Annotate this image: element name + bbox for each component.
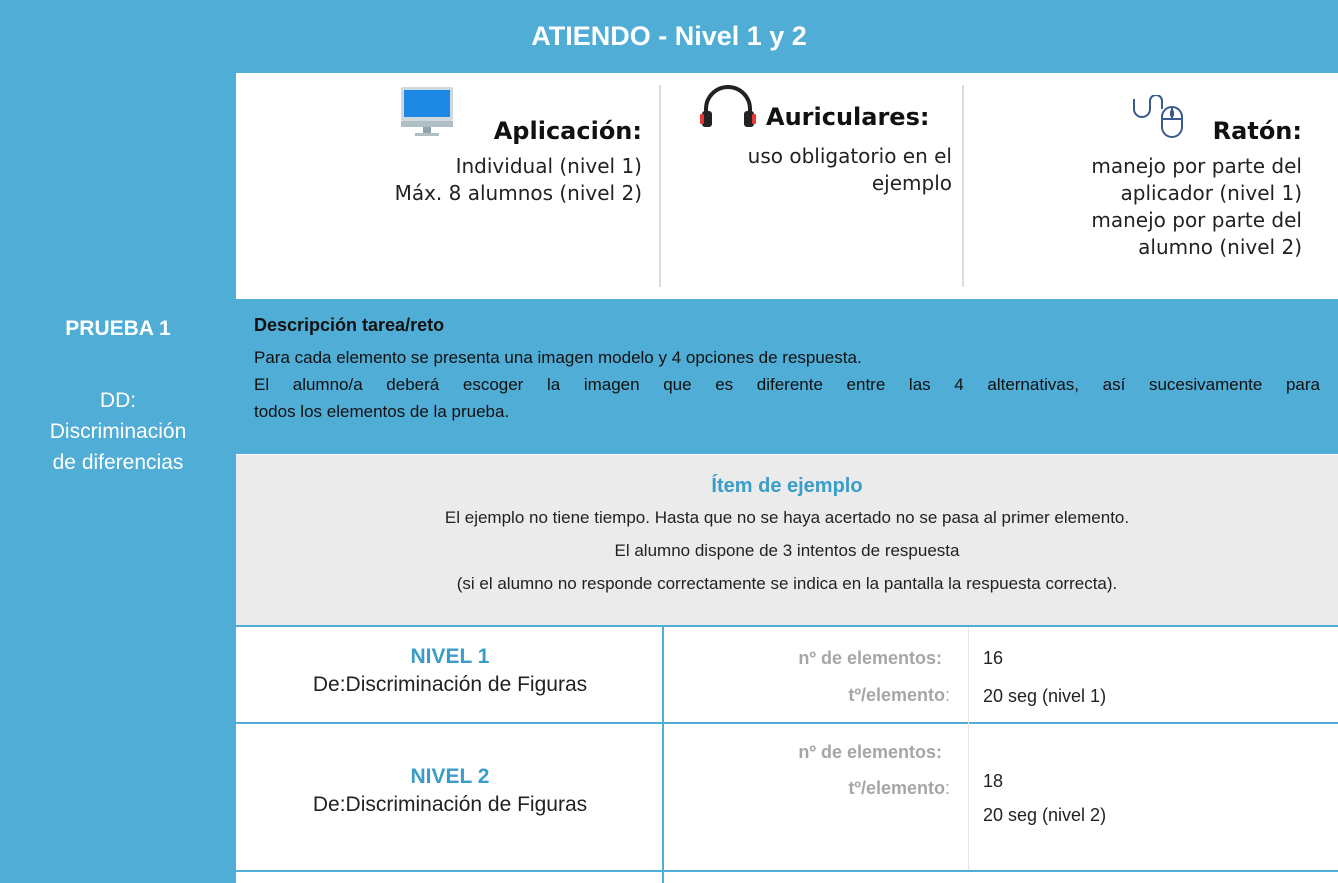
nivel-2-tiempo: 20 seg (nivel 2)	[983, 805, 1107, 825]
raton-line: aplicador (nivel 1)	[1120, 181, 1302, 205]
nivel-2-label-tiempo-colon: :	[944, 778, 950, 798]
descripcion-title: Descripción tarea/reto	[254, 315, 445, 335]
nivel-2-elementos: 18	[983, 771, 1004, 791]
raton-line: alumno (nivel 2)	[1138, 235, 1302, 259]
nivel-1-elementos: 16	[983, 648, 1004, 668]
aplicacion-text	[276, 153, 642, 207]
aplicacion-line: Individual (nivel 1)	[455, 154, 642, 178]
ejemplo-line: (si el alumno no responde correctamente se indica en la pantalla la respuesta correcta).	[456, 574, 1118, 593]
ejemplo-line: El ejemplo no tiene tiempo. Hasta que no se haya acertado no se pasa al primer elemento.	[444, 508, 1130, 527]
raton-heading: Ratón:	[1212, 117, 1302, 145]
auriculares-line: uso obligatorio en el	[747, 144, 952, 168]
nivel-1-label-tiempo-row	[680, 685, 950, 706]
ejemplo-section	[236, 455, 1338, 625]
nivel-1-title: NIVEL 1	[410, 645, 490, 668]
descripcion-line: El alumno/a deberá escoger la imagen que es diferente entre las 4 alternativas, así sucesivamente para	[254, 375, 1320, 394]
prueba-code: DD:	[99, 389, 137, 412]
page-title-bar	[0, 0, 1338, 73]
nivel-1-label-elementos: nº de elementos:	[798, 648, 942, 668]
nivel-2-cell	[238, 765, 662, 817]
prueba-name-line2: de diferencias	[52, 451, 184, 474]
ejemplo-title: Ítem de ejemplo	[711, 475, 863, 497]
aplicacion-heading: Aplicación:	[493, 117, 642, 145]
grid-divider	[236, 625, 1338, 627]
nivel-1-tiempo: 20 seg (nivel 1)	[983, 686, 1107, 706]
nivel-2-label-elementos: nº de elementos:	[798, 742, 942, 762]
grid-divider	[662, 625, 664, 883]
nivel-2-subtitle: De:Discriminación de Figuras	[312, 793, 588, 816]
ejemplo-line: El alumno dispone de 3 intentos de respuesta	[614, 541, 960, 560]
nivel-2-label-tiempo-row	[680, 778, 950, 799]
auriculares-line: ejemplo	[871, 171, 952, 195]
descripcion-line: Para cada elemento se presenta una imagen modelo y 4 opciones de respuesta.	[254, 348, 862, 367]
headphones-icon	[698, 83, 758, 131]
auriculares-heading: Auriculares:	[766, 103, 930, 131]
prueba-name-line1: Discriminación	[49, 420, 187, 443]
page-title: ATIENDO - Nivel 1 y 2	[531, 21, 807, 51]
nivel-1-label-tiempo: tº/elemento	[848, 685, 945, 705]
nivel-2-label-tiempo: tº/elemento	[848, 778, 945, 798]
auriculares-text	[676, 143, 952, 197]
prueba-column	[0, 299, 236, 883]
descripcion-section	[236, 299, 1338, 454]
info-divider	[659, 85, 661, 287]
nivel-1-subtitle: De:Discriminación de Figuras	[312, 673, 588, 696]
nivel-2-title: NIVEL 2	[410, 765, 490, 788]
info-panel	[236, 73, 1338, 299]
grid-divider	[968, 627, 969, 870]
raton-line: manejo por parte del	[1091, 154, 1302, 178]
aplicacion-line: Máx. 8 alumnos (nivel 2)	[394, 181, 642, 205]
left-column-top	[0, 73, 236, 299]
nivel-1-cell	[238, 645, 662, 697]
raton-text	[986, 153, 1302, 261]
raton-line: manejo por parte del	[1091, 208, 1302, 232]
grid-divider	[236, 722, 1338, 724]
grid-divider	[236, 870, 1338, 872]
info-divider	[962, 85, 964, 287]
nivel-1-label-tiempo-colon: :	[944, 685, 950, 705]
descripcion-line: todos los elementos de la prueba.	[254, 402, 510, 421]
prueba-label: PRUEBA 1	[65, 317, 171, 340]
